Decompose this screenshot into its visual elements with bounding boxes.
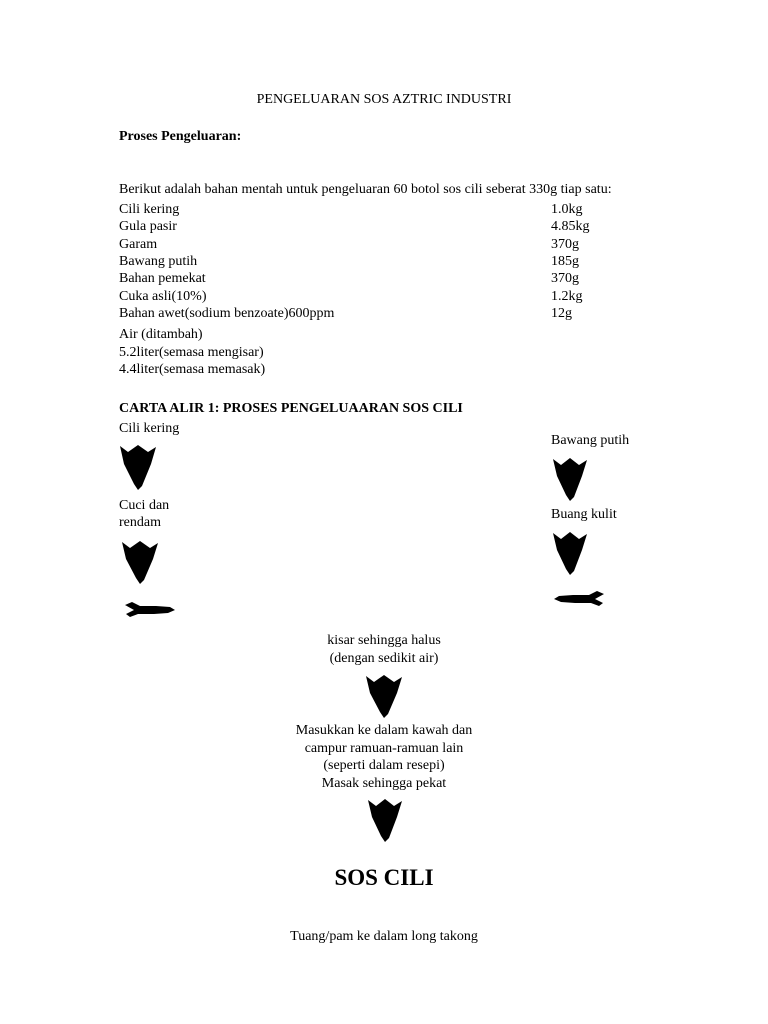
- flow-final-step: Tuang/pam ke dalam long takong: [290, 929, 478, 944]
- ingredient-name: Bawang putih: [119, 254, 198, 269]
- flow-left-start: Cili kering: [119, 421, 180, 436]
- arrow-down-icon: [120, 538, 160, 584]
- arrow-down-icon: [551, 529, 589, 575]
- arrow-right-icon: [124, 600, 176, 620]
- flow-center-step2-line4: Masak sehingga pekat: [321, 776, 447, 791]
- arrow-down-icon: [364, 672, 404, 718]
- flow-left-step1-line2: rendam: [119, 515, 161, 530]
- arrow-down-icon: [118, 442, 158, 490]
- arrow-left-icon: [553, 589, 605, 609]
- water-line-2: 4.4liter(semasa memasak): [119, 362, 266, 377]
- water-label: Air (ditambah): [119, 327, 203, 342]
- arrow-down-icon: [551, 455, 589, 501]
- ingredient-qty: 185g: [551, 254, 579, 269]
- ingredient-qty: 1.2kg: [551, 289, 583, 304]
- intro-text: Berikut adalah bahan mentah untuk pengeluaran 60 botol sos cili seberat 330g tiap satu:: [119, 182, 612, 197]
- ingredient-qty: 4.85kg: [551, 219, 590, 234]
- flow-right-start: Bawang putih: [551, 433, 630, 448]
- ingredient-name: Garam: [119, 237, 158, 252]
- flow-right-step1: Buang kulit: [551, 507, 617, 522]
- ingredient-qty: 12g: [551, 306, 572, 321]
- flow-left-step1-line1: Cuci dan: [119, 498, 170, 513]
- ingredient-qty: 370g: [551, 271, 579, 286]
- water-line-1: 5.2liter(semasa mengisar): [119, 345, 264, 360]
- flow-center-step1-line2: (dengan sedikit air): [329, 651, 439, 666]
- ingredient-qty: 370g: [551, 237, 579, 252]
- ingredient-name: Cuka asli(10%): [119, 289, 207, 304]
- ingredient-name: Bahan awet(sodium benzoate)600ppm: [119, 306, 335, 321]
- arrow-down-icon: [366, 796, 404, 842]
- ingredient-name: Gula pasir: [119, 219, 177, 234]
- section-heading: Proses Pengeluaran:: [119, 129, 242, 144]
- flow-center-step2-line1: Masukkan ke dalam kawah dan: [295, 723, 473, 738]
- flow-center-step2-line2: campur ramuan-ramuan lain: [304, 741, 464, 756]
- ingredient-name: Cili kering: [119, 202, 180, 217]
- flow-result: SOS CILI: [334, 865, 434, 890]
- flow-center-step1-line1: kisar sehingga halus: [327, 633, 441, 648]
- flowchart-heading: CARTA ALIR 1: PROSES PENGELUAARAN SOS CILI: [119, 401, 463, 416]
- document-title: PENGELUARAN SOS AZTRIC INDUSTRI: [256, 92, 512, 107]
- ingredient-qty: 1.0kg: [551, 202, 583, 217]
- ingredient-name: Bahan pemekat: [119, 271, 206, 286]
- flow-center-step2-line3: (seperti dalam resepi): [323, 758, 445, 773]
